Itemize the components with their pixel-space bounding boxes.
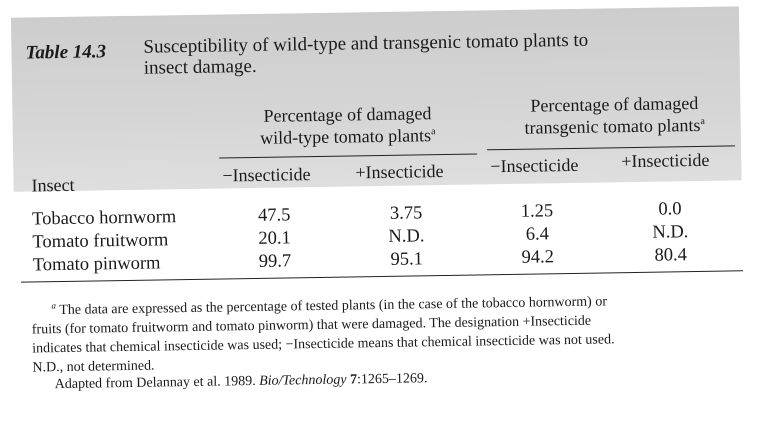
footnote-line: fruits (for tomato fruitworm and tomato pinworm) that were damaged. The designation +Insecticide [31, 313, 592, 338]
cell-value: 20.1 [258, 228, 291, 249]
table-title-continued: insect damage. [143, 55, 257, 79]
cell-insect: Tomato fruitworm [32, 230, 169, 253]
footnote-marker: a [430, 126, 436, 138]
cell-value: 47.5 [257, 205, 291, 226]
cell-insect: Tomato pinworm [32, 253, 161, 276]
column-header-insect: Insect [31, 174, 75, 196]
citation-volume: 7 [349, 372, 358, 388]
footnote-line: $^a$ The data are expressed as the percentage of tested plants (in the case of the tobacco hornworm) or [51, 294, 608, 319]
source-citation: Adapted from Delannay et al. 1989. Bio/Technology 7:1265–1269. [54, 371, 428, 393]
cell-value: 95.1 [390, 249, 424, 270]
citation-journal: Bio/Technology [259, 372, 347, 389]
footnote-line: indicates that chemical insecticide was used; −Insecticide means that chemical insecticide was not used. [32, 332, 615, 357]
cell-value: 6.4 [525, 224, 550, 245]
group-header-line: wild-type tomato plants$^a$ [259, 125, 436, 148]
column-header-transgenic-minus-insecticide: −Insecticide [490, 154, 579, 177]
cell-value: 3.75 [389, 203, 423, 224]
cell-value: 94.2 [521, 247, 555, 268]
cell-value: 0.0 [658, 199, 682, 220]
group-header-line: Percentage of damaged [263, 103, 432, 126]
footnote-marker: a [51, 300, 57, 311]
cell-insect: Tobacco hornworm [31, 207, 177, 230]
cell-value: 1.25 [520, 201, 554, 222]
footnote-marker: a [700, 115, 705, 127]
footnote-line: N.D., not determined. [32, 358, 155, 376]
table-title: Susceptibility of wild-type and transgenic tomato plants to [143, 29, 589, 58]
cell-value: 99.7 [258, 251, 292, 272]
group-header-line: transgenic tomato plants$^a$ [524, 114, 705, 138]
group-header-transgenic [484, 91, 745, 139]
cell-value: 80.4 [654, 245, 688, 266]
table-label: Table 14.3 [25, 41, 107, 64]
column-header-transgenic-plus-insecticide: +Insecticide [621, 149, 710, 172]
group-header-line: Percentage of damaged [530, 92, 699, 116]
cell-value: N.D. [652, 222, 689, 243]
cell-value: N.D. [388, 226, 425, 247]
group-header-wildtype [216, 101, 479, 149]
column-header-wildtype-minus-insecticide: −Insecticide [222, 164, 311, 186]
column-header-wildtype-plus-insecticide: +Insecticide [355, 160, 444, 183]
